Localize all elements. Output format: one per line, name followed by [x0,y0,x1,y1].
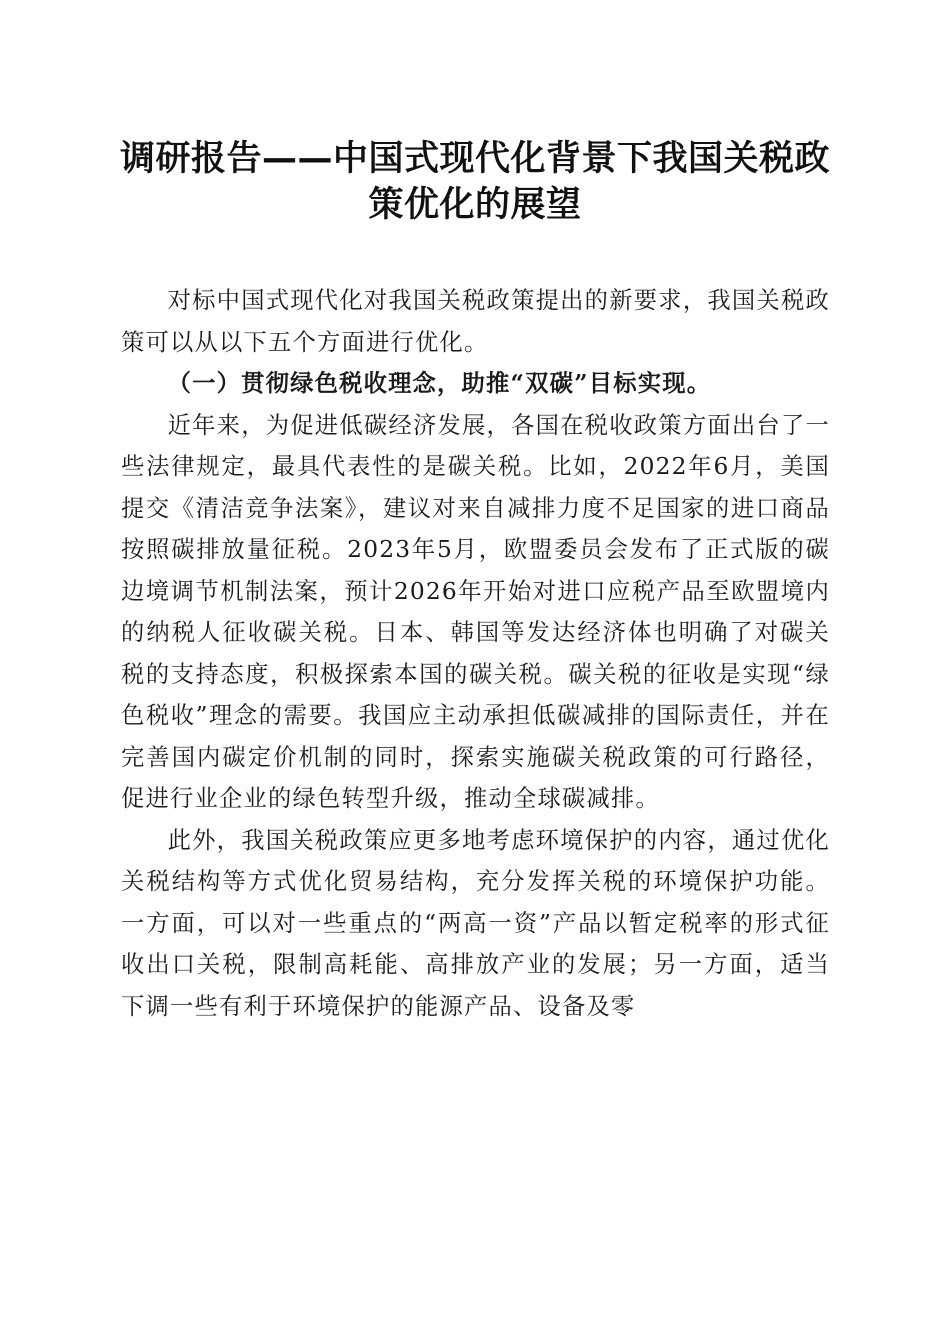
title-line-2: 策优化的展望 [368,185,582,225]
body-paragraph-carbon-tariff: 近年来，为促进低碳经济发展，各国在税收政策方面出台了一些法律规定，最具代表性的是碳关税。比如，2022年6月，美国提交《清洁竞争法案》，建议对来自减排力度不足国家的进口商品按照碳排放量征税。2023年5月，欧盟委员会发布了正式版的碳边境调节机制法案，预计2026年开始对进口应税产品至欧盟境内的纳税人征收碳关税。日本、韩国等发达经济体也明确了对碳关税的支持态度，积极探索本国的碳关税。碳关税的征收是实现“绿色税收”理念的需要。我国应主动承担低碳减排的国际责任，并在完善国内碳定价机制的同时，探索实施碳关税政策的可行路径，促进行业企业的绿色转型升级，推动全球碳减排。 [121,411,830,812]
body-paragraph-environment: 此外，我国关税政策应更多地考虑环境保护的内容，通过优化关税结构等方式优化贸易结构，充分发挥关税的环境保护功能。一方面，可以对一些重点的“两高一资”产品以暂定税率的形式征收出口关税，限制高耗能、高排放产业的发展；另一方面，适当下调一些有利于环境保护的能源产品、设备及零 [121,826,830,1020]
document-body [121,280,830,1027]
document-title [100,136,850,228]
title-line-1: 调研报告——中国式现代化背景下我国关税政 [119,139,830,179]
intro-paragraph: 对标中国式现代化对我国关税政策提出的新要求，我国关税政策可以从以下五个方面进行优化。 [121,287,830,356]
section-heading-1: （一）贯彻绿色税收理念，助推“双碳”目标实现。 [167,370,712,397]
